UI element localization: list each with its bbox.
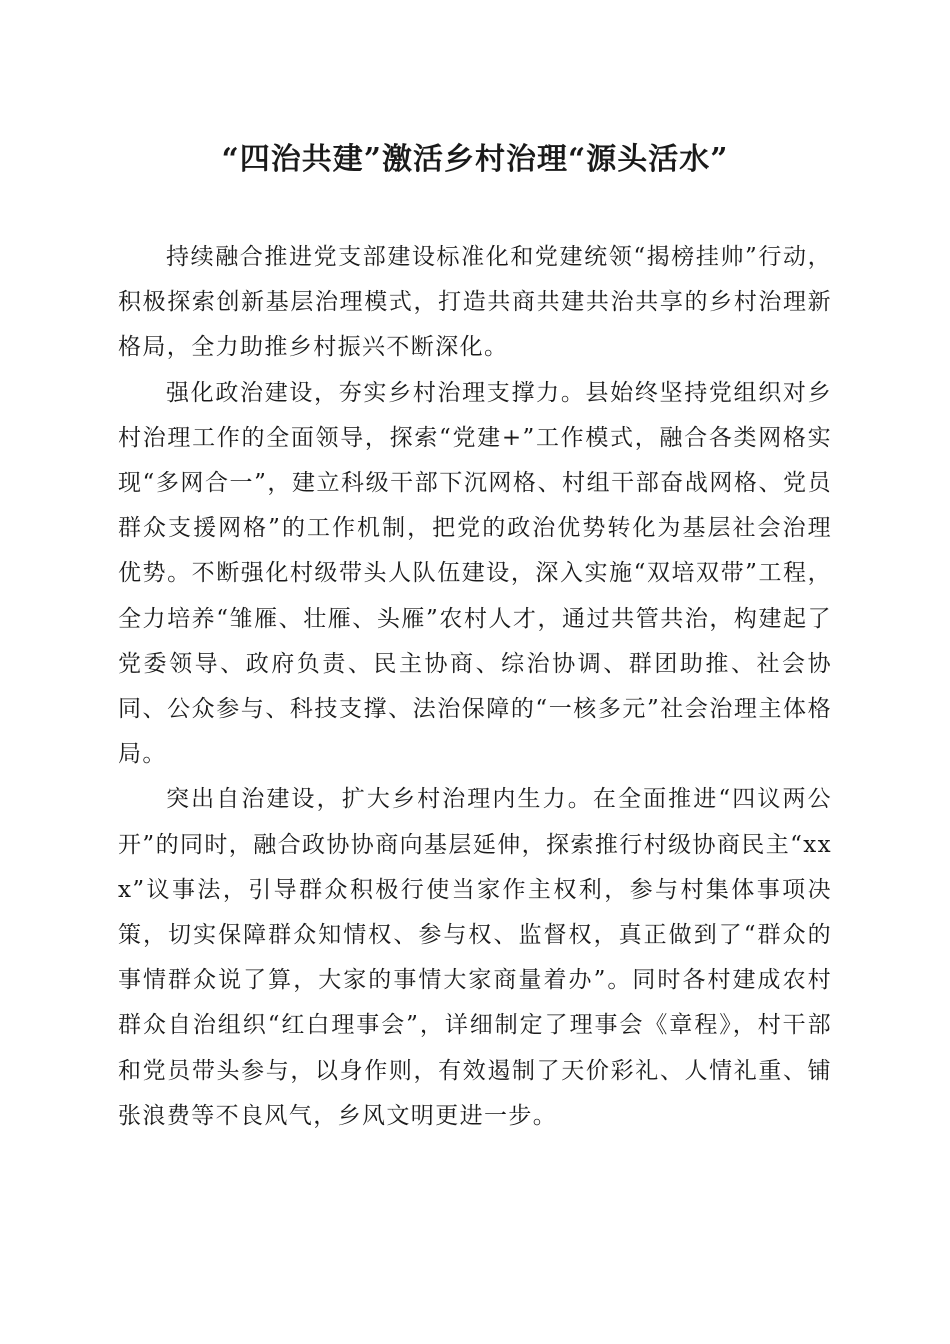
paragraph-political-building: 强化政治建设，夯实乡村治理支撑力。县始终坚持党组织对乡村治理工作的全面领导，探索“党建+”工作模式，融合各类网格实现“多网合一”，建立科级干部下沉网格、村组干部奋战网格、党员群众支援网格”的工作机制，把党的政治优势转化为基层社会治理优势。不断强化村级带头人队伍建设，深入实施“双培双带”工程，全力培养“雏雁、壮雁、头雁”农村人才，通过共管共治，构建起了党委领导、政府负责、民主协商、综治协调、群团助推、社会协同、公众参与、科技支撑、法治保障的“一核多元”社会治理主体格局。 [118, 379, 832, 768]
paragraph-intro: 持续融合推进党支部建设标准化和党建统领“揭榜挂帅”行动，积极探索创新基层治理模式，打造共商共建共治共享的乡村治理新格局，全力助推乡村振兴不断深化。 [118, 244, 832, 361]
document-title: “四治共建”激活乡村治理“源头活水” [221, 142, 729, 177]
document-body [118, 235, 832, 1139]
paragraph-self-governance: 突出自治建设，扩大乡村治理内生力。在全面推进“四议两公开”的同时，融合政协协商向基层延伸，探索推行村级协商民主“xxx”议事法，引导群众积极行使当家作主权利，参与村集体事项决策，切实保障群众知情权、参与权、监督权，真正做到了“群众的事情群众说了算，大家的事情大家商量着办”。同时各村建成农村群众自治组织“红白理事会”，详细制定了理事会《章程》，村干部和党员带头参与，以身作则，有效遏制了天价彩礼、人情礼重、铺张浪费等不良风气，乡风文明更进一步。 [118, 786, 832, 1129]
